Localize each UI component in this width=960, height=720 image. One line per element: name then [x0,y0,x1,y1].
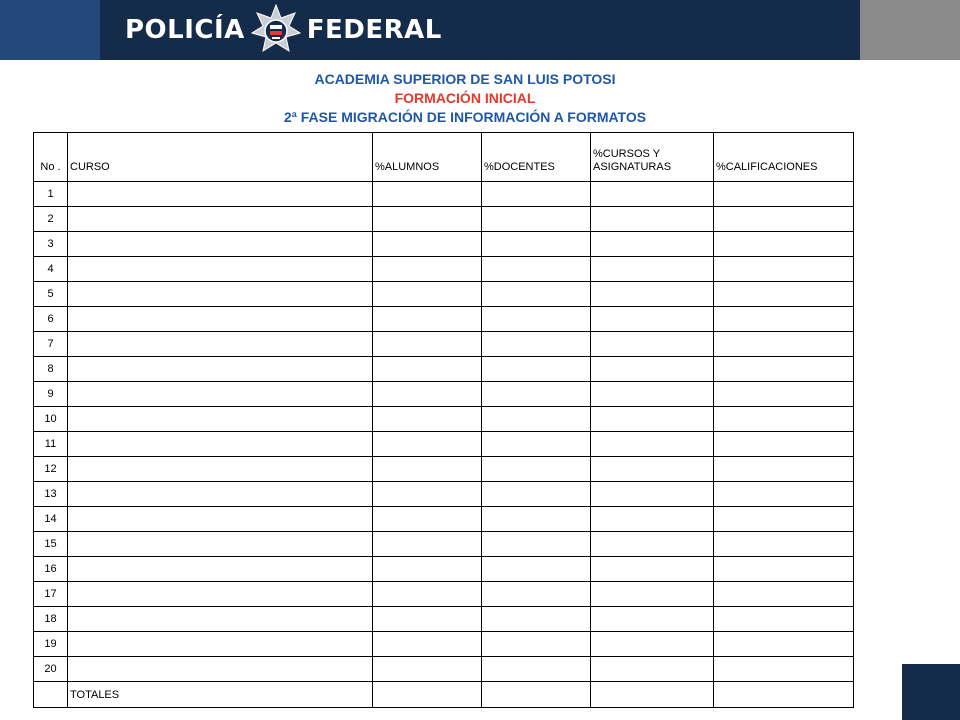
cell-alumnos[interactable] [373,507,482,532]
cell-curso[interactable] [68,307,373,332]
cell-curso[interactable] [68,357,373,382]
table-row [34,557,854,582]
cell-docentes[interactable] [482,457,591,482]
police-star-badge-icon [251,4,301,56]
cell-calificaciones[interactable] [714,232,854,257]
cell-calificaciones[interactable] [714,407,854,432]
cell-docentes[interactable] [482,607,591,632]
table-row [34,582,854,607]
row-number: 10 [34,407,68,432]
table-row [34,407,854,432]
cell-alumnos[interactable] [373,432,482,457]
cell-calificaciones[interactable] [714,482,854,507]
cell-alumnos[interactable] [373,232,482,257]
cell-curso[interactable] [68,632,373,657]
cell-calificaciones[interactable] [714,582,854,607]
cell-curso[interactable] [68,607,373,632]
cell-docentes[interactable] [482,182,591,207]
row-number: 14 [34,507,68,532]
table-header-row [34,133,854,182]
row-number: 17 [34,582,68,607]
cell-calificaciones[interactable] [714,282,854,307]
table-row [34,432,854,457]
cell-alumnos[interactable] [373,207,482,232]
cell-docentes[interactable] [482,657,591,682]
cell-cursos-asignaturas[interactable] [591,507,714,532]
cell-cursos-asignaturas[interactable] [591,307,714,332]
banner-right-block [860,0,960,60]
cell-curso[interactable] [68,257,373,282]
table-row [34,457,854,482]
cell-cursos-asignaturas[interactable] [591,182,714,207]
table-row [34,232,854,257]
migration-table [33,132,854,708]
cell-calificaciones[interactable] [714,457,854,482]
header-no: No . [34,133,68,182]
row-number: 7 [34,332,68,357]
brand-word-right: FEDERAL [306,15,442,45]
cell-docentes[interactable] [482,482,591,507]
totals-label: TOTALES [68,682,373,708]
row-number: 5 [34,282,68,307]
cell-alumnos[interactable] [373,607,482,632]
cell-alumnos[interactable] [373,357,482,382]
totals-cursos-asignaturas[interactable] [591,682,714,708]
table-row [34,282,854,307]
cell-docentes[interactable] [482,257,591,282]
cell-alumnos[interactable] [373,407,482,432]
cell-calificaciones[interactable] [714,607,854,632]
table-row [34,507,854,532]
cell-curso[interactable] [68,232,373,257]
cell-calificaciones[interactable] [714,532,854,557]
table-row [34,207,854,232]
cell-calificaciones[interactable] [714,207,854,232]
totals-blank [34,682,68,708]
cell-docentes[interactable] [482,432,591,457]
corner-decoration [902,664,960,720]
cell-docentes[interactable] [482,582,591,607]
cell-docentes[interactable] [482,332,591,357]
row-number: 3 [34,232,68,257]
table-row [34,657,854,682]
cell-alumnos[interactable] [373,557,482,582]
row-number: 11 [34,432,68,457]
brand-logo [125,4,442,56]
cell-curso[interactable] [68,382,373,407]
cell-alumnos[interactable] [373,382,482,407]
row-number: 15 [34,532,68,557]
totals-calificaciones[interactable] [714,682,854,708]
cell-cursos-asignaturas[interactable] [591,532,714,557]
row-number: 2 [34,207,68,232]
cell-curso[interactable] [68,482,373,507]
cell-curso[interactable] [68,282,373,307]
table-row [34,532,854,557]
header-docentes: %DOCENTES [482,133,591,182]
row-number: 9 [34,382,68,407]
cell-alumnos[interactable] [373,482,482,507]
header-alumnos: %ALUMNOS [373,133,482,182]
cell-docentes[interactable] [482,282,591,307]
cell-calificaciones[interactable] [714,382,854,407]
cell-docentes[interactable] [482,357,591,382]
cell-cursos-asignaturas[interactable] [591,282,714,307]
totals-alumnos[interactable] [373,682,482,708]
cell-docentes[interactable] [482,507,591,532]
cell-calificaciones[interactable] [714,307,854,332]
cell-alumnos[interactable] [373,582,482,607]
academy-title: ACADEMIA SUPERIOR DE SAN LUIS POTOSI [314,71,616,87]
cell-curso[interactable] [68,507,373,532]
table-row [34,332,854,357]
cell-alumnos[interactable] [373,657,482,682]
cell-curso[interactable] [68,457,373,482]
cell-calificaciones[interactable] [714,357,854,382]
cell-docentes[interactable] [482,382,591,407]
cell-docentes[interactable] [482,407,591,432]
row-number: 16 [34,557,68,582]
cell-curso[interactable] [68,557,373,582]
cell-calificaciones[interactable] [714,507,854,532]
cell-curso[interactable] [68,432,373,457]
cell-cursos-asignaturas[interactable] [591,557,714,582]
cell-cursos-asignaturas[interactable] [591,432,714,457]
header-calificaciones: %CALIFICACIONES [714,133,854,182]
cell-cursos-asignaturas[interactable] [591,382,714,407]
table-row [34,632,854,657]
table-row [34,357,854,382]
header-cursos-asignaturas: %CURSOS Y ASIGNATURAS [591,133,714,182]
cell-alumnos[interactable] [373,632,482,657]
cell-cursos-asignaturas[interactable] [591,332,714,357]
header-curso: CURSO [68,133,373,182]
cell-curso[interactable] [68,582,373,607]
table-row [34,307,854,332]
table-row [34,607,854,632]
cell-cursos-asignaturas[interactable] [591,482,714,507]
cell-docentes[interactable] [482,307,591,332]
cell-cursos-asignaturas[interactable] [591,582,714,607]
row-number: 6 [34,307,68,332]
banner-left-block [0,0,100,60]
cell-cursos-asignaturas[interactable] [591,232,714,257]
cell-calificaciones[interactable] [714,657,854,682]
cell-docentes[interactable] [482,632,591,657]
cell-calificaciones[interactable] [714,182,854,207]
table-row [34,257,854,282]
cell-docentes[interactable] [482,557,591,582]
cell-docentes[interactable] [482,232,591,257]
cell-alumnos[interactable] [373,457,482,482]
cell-calificaciones[interactable] [714,632,854,657]
cell-cursos-asignaturas[interactable] [591,632,714,657]
header-banner [0,0,960,60]
totals-row [34,682,854,708]
row-number: 12 [34,457,68,482]
table-row [34,182,854,207]
cell-curso[interactable] [68,207,373,232]
row-number: 4 [34,257,68,282]
cell-alumnos[interactable] [373,282,482,307]
cell-calificaciones[interactable] [714,432,854,457]
phase-title: 2ª FASE MIGRACIÓN DE INFORMACIÓN A FORMATOS [283,109,647,125]
table-row [34,482,854,507]
cell-alumnos[interactable] [373,307,482,332]
cell-calificaciones[interactable] [714,257,854,282]
cell-alumnos[interactable] [373,332,482,357]
totals-docentes[interactable] [482,682,591,708]
row-number: 1 [34,182,68,207]
cell-alumnos[interactable] [373,182,482,207]
cell-cursos-asignaturas[interactable] [591,607,714,632]
row-number: 19 [34,632,68,657]
cell-calificaciones[interactable] [714,557,854,582]
table-row [34,382,854,407]
cell-curso[interactable] [68,657,373,682]
cell-cursos-asignaturas[interactable] [591,657,714,682]
row-number: 18 [34,607,68,632]
cell-curso[interactable] [68,332,373,357]
cell-curso[interactable] [68,182,373,207]
row-number: 13 [34,482,68,507]
cell-curso[interactable] [68,407,373,432]
row-number: 20 [34,657,68,682]
cell-curso[interactable] [68,532,373,557]
cell-docentes[interactable] [482,207,591,232]
cell-cursos-asignaturas[interactable] [591,257,714,282]
cell-calificaciones[interactable] [714,332,854,357]
cell-cursos-asignaturas[interactable] [591,407,714,432]
cell-alumnos[interactable] [373,532,482,557]
cell-alumnos[interactable] [373,257,482,282]
cell-cursos-asignaturas[interactable] [591,207,714,232]
table-body [34,182,854,708]
cell-docentes[interactable] [482,532,591,557]
row-number: 8 [34,357,68,382]
program-title: FORMACIÓN INICIAL [394,90,536,106]
brand-word-left: POLICÍA [125,15,245,45]
cell-cursos-asignaturas[interactable] [591,457,714,482]
cell-cursos-asignaturas[interactable] [591,357,714,382]
